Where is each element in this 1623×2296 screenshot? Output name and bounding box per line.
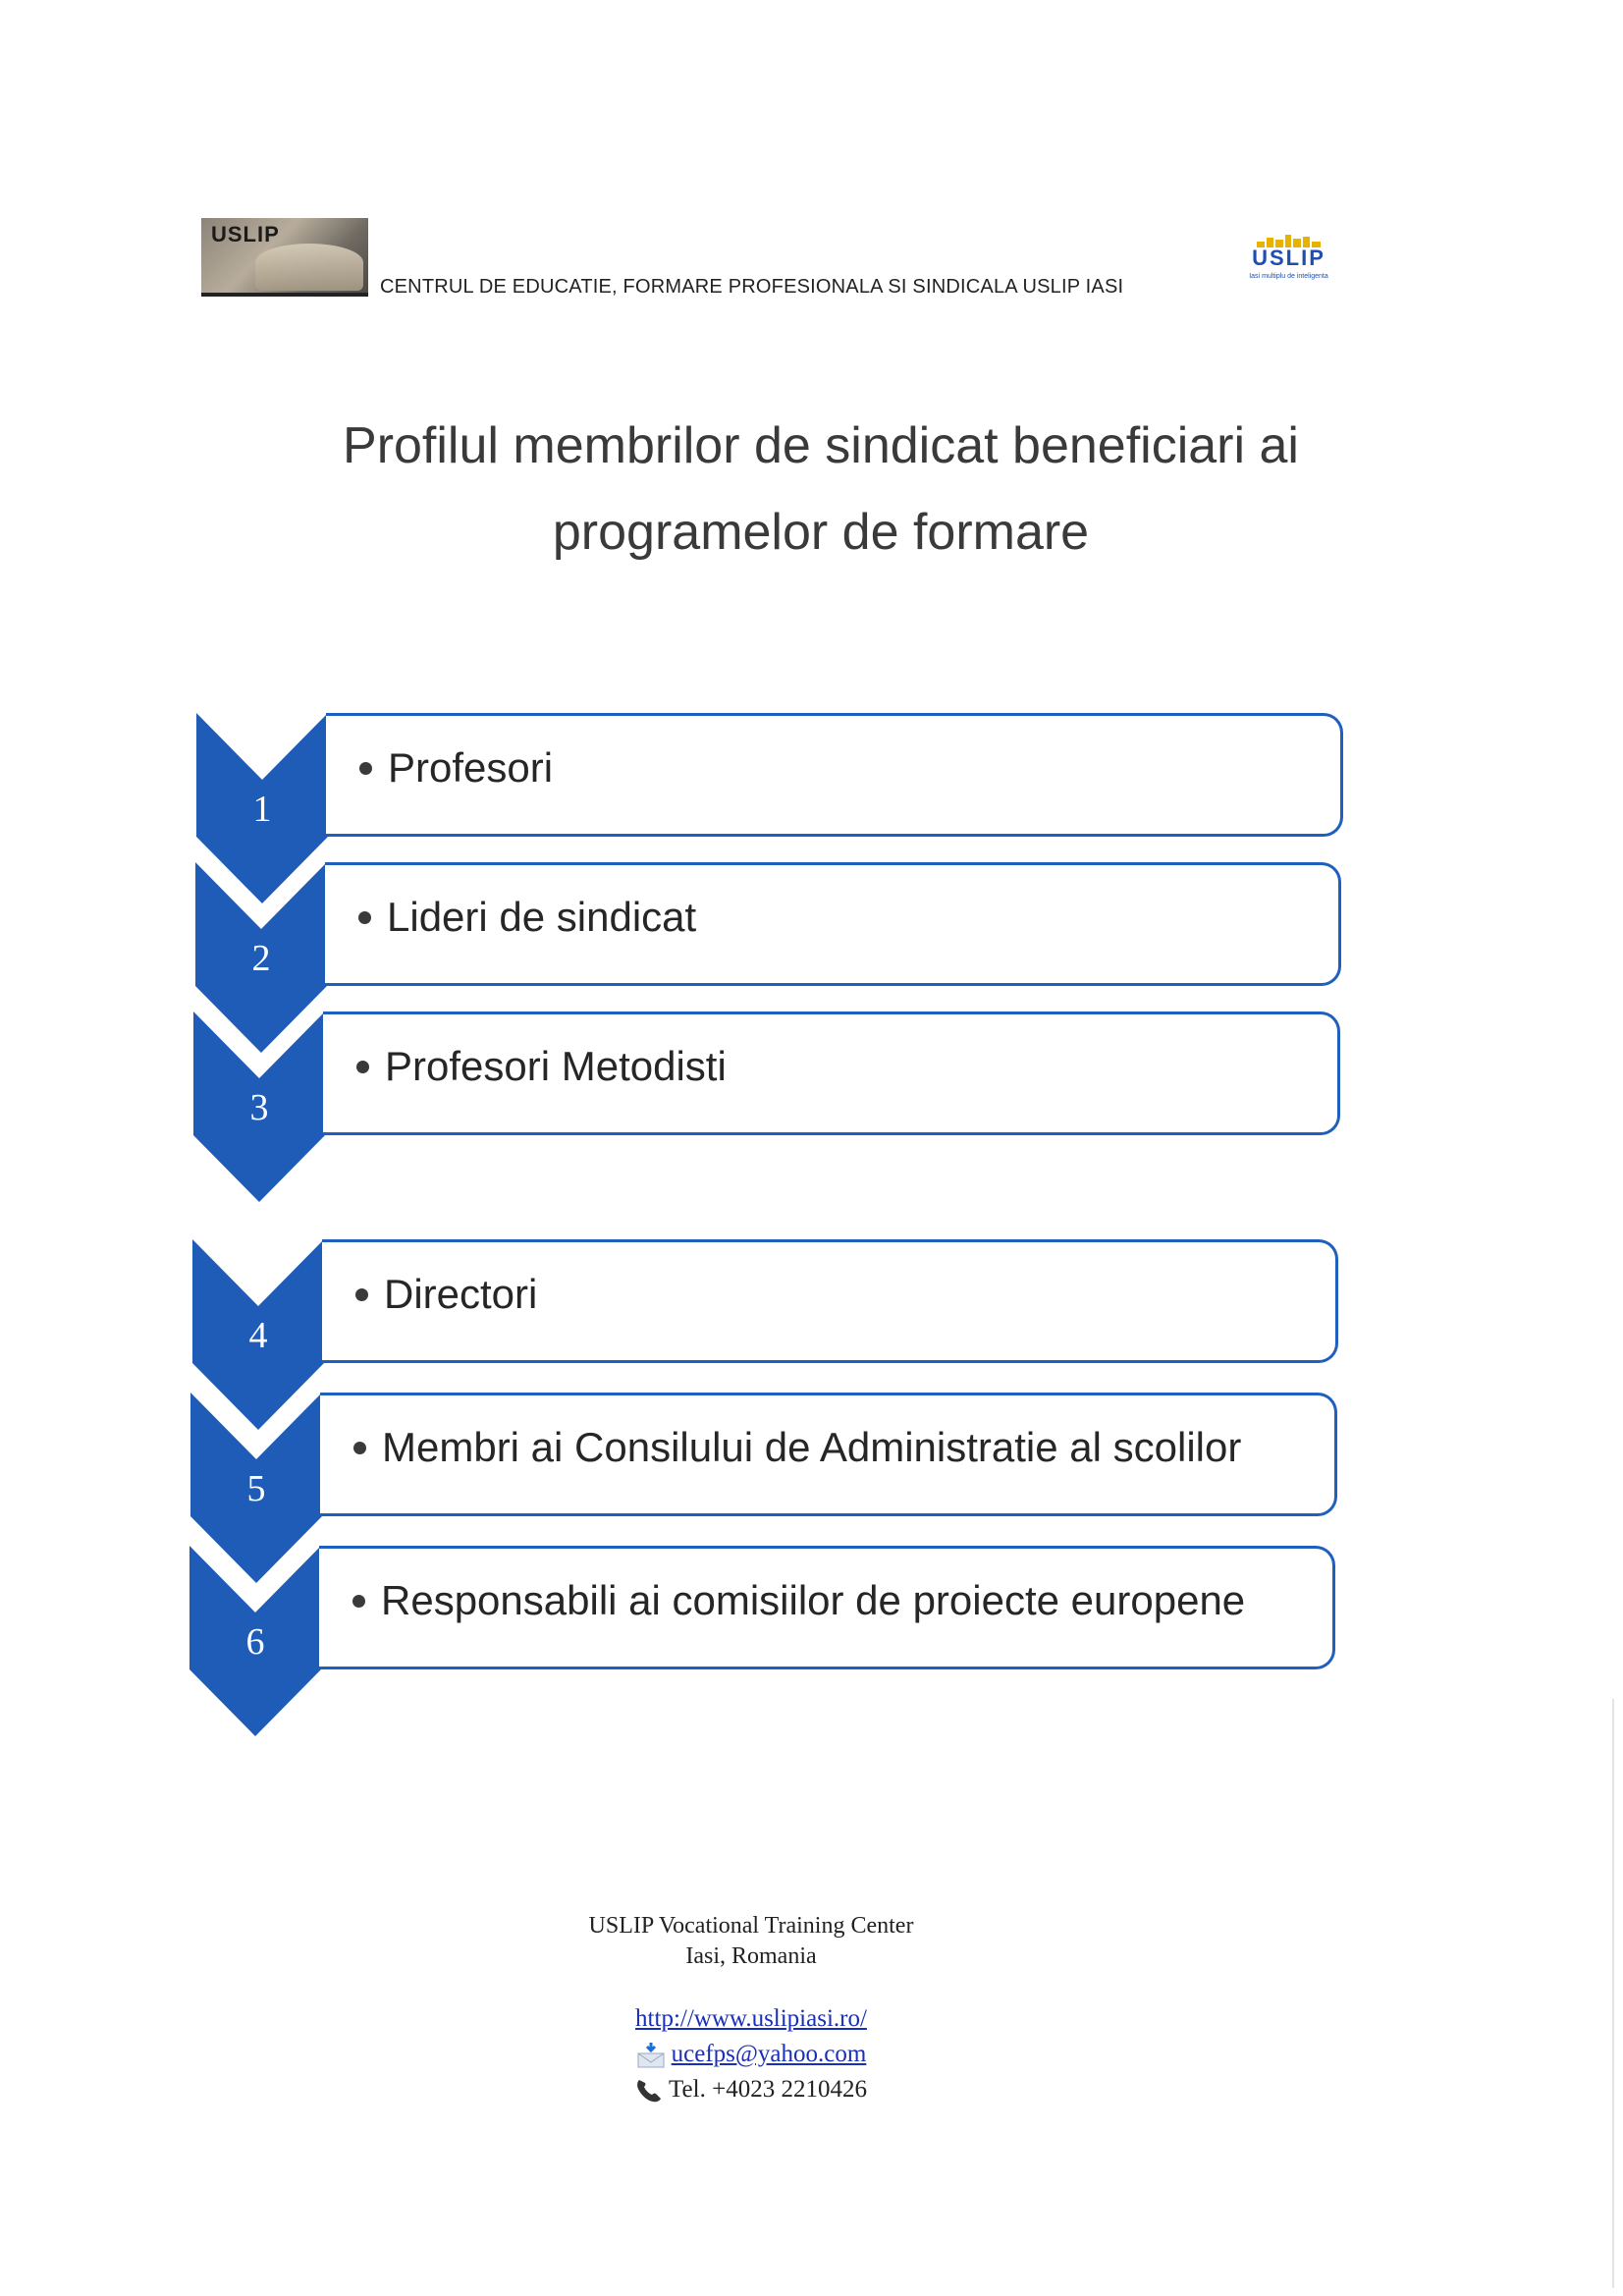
phone-row xyxy=(491,2072,1011,2107)
step-number-5: 5 xyxy=(246,1468,266,1509)
footer xyxy=(491,1911,1011,2107)
scan-edge xyxy=(1612,1699,1614,2288)
step-number-6: 6 xyxy=(245,1621,265,1663)
step-number-4: 4 xyxy=(248,1315,268,1356)
bullet-icon xyxy=(355,1288,368,1301)
bullet-icon xyxy=(352,1595,365,1608)
bullet-icon xyxy=(359,762,372,775)
step-label-1: Profesori xyxy=(359,742,553,793)
footer-org: USLIP Vocational Training Center xyxy=(588,1913,914,1939)
footer-location: Iasi, Romania xyxy=(685,1943,817,1969)
email-icon xyxy=(636,2043,666,2068)
right-logo-text: USLIP xyxy=(1252,246,1325,270)
page-title-line-1: Profilul membrilor de sindicat beneficiari ai xyxy=(343,417,1299,474)
header-title: CENTRUL DE EDUCATIE, FORMARE PROFESIONALA SI SINDICALA USLIP IASI xyxy=(380,276,1124,298)
step-label-4: Directori xyxy=(355,1269,537,1320)
website-link[interactable]: http://www.uslipiasi.ro/ xyxy=(635,2005,867,2032)
email-row[interactable] xyxy=(491,2037,1011,2072)
left-logo-text: USLIP xyxy=(211,222,280,246)
email-link[interactable]: ucefps@yahoo.com xyxy=(671,2041,867,2067)
bullet-icon xyxy=(358,911,371,924)
phone-text: Tel. +4023 2210426 xyxy=(669,2076,867,2103)
step-number-3: 3 xyxy=(249,1087,269,1128)
step-label-2: Lideri de sindicat xyxy=(358,892,696,943)
step-number-1: 1 xyxy=(252,789,272,830)
step-label-5: Membri ai Consilului de Administratie al scolilor xyxy=(353,1422,1241,1473)
step-label-3: Profesori Metodisti xyxy=(356,1041,727,1092)
step-number-2: 2 xyxy=(251,938,271,979)
phone-icon xyxy=(635,2078,663,2104)
step-label-6: Responsabili ai comisiilor de proiecte europene xyxy=(352,1575,1245,1626)
page-title-line-2: programelor de formare xyxy=(552,504,1090,561)
bullet-icon xyxy=(353,1442,366,1454)
right-logo-tagline: Iasi multiplu de inteligenta xyxy=(1249,273,1328,280)
bullet-icon xyxy=(356,1061,369,1073)
